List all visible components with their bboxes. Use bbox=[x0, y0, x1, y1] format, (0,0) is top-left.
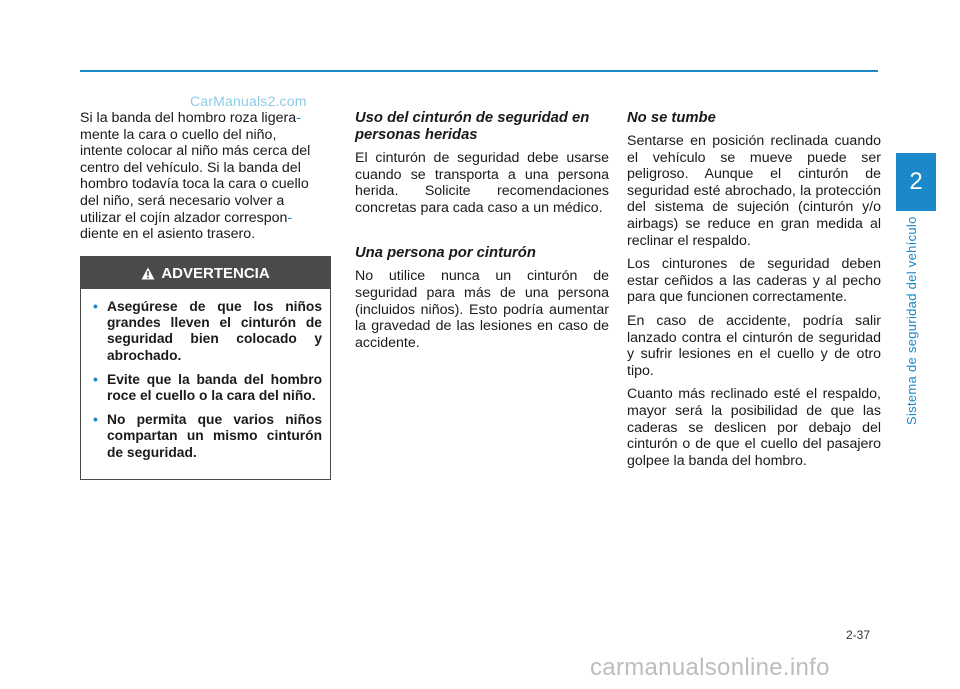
warning-header bbox=[81, 257, 330, 289]
child-shoulder-belt-paragraph bbox=[80, 110, 334, 243]
header-rule bbox=[80, 70, 878, 72]
paragraph-line: centro del vehículo. Si la banda del bbox=[80, 159, 301, 176]
recline-paragraph: Sentarse en posición reclinada cuando el vehículo se mueve puede ser peligroso. Aunque el cinturón de seguridad esté abrochado, la protección del sistema de sujeción (cinturón y/o airbags) se reduce en gran medida al reclinar el respaldo. bbox=[627, 133, 881, 249]
watermark-top: CarManuals2.com bbox=[190, 93, 307, 109]
section-heading-injured: Uso del cinturón de seguridad en personas heridas bbox=[355, 110, 590, 143]
section-heading-one-person: Una persona por cinturón bbox=[355, 245, 536, 262]
section-body-injured: El cinturón de seguridad debe usarse cuando se transporta a una persona herida. Solicite recomendaciones concretas para cada caso a un médico. bbox=[355, 150, 609, 216]
paragraph-line: hombro todavía toca la cara o cuello bbox=[80, 176, 309, 193]
warning-item bbox=[93, 371, 322, 404]
page-number: 2-37 bbox=[846, 628, 871, 642]
hyphen-mark: - bbox=[287, 209, 293, 226]
bullet-icon: • bbox=[93, 299, 98, 314]
warning-item bbox=[93, 412, 322, 461]
bullet-icon: • bbox=[93, 371, 98, 387]
paragraph-line: intente colocar al niño más cerca del bbox=[80, 143, 311, 160]
recline-paragraph: Cuanto más reclinado esté el respaldo, mayor será la posibilidad de que las caderas se deslicen por debajo del cinturón o de que el cuello del pasajero golpee la banda del hombro. bbox=[627, 386, 881, 469]
paragraph-line: Si la banda del hombro roza ligera bbox=[80, 110, 297, 126]
paragraph-line: utilizar el cojín alzador correspon bbox=[80, 209, 288, 226]
warning-list bbox=[81, 289, 330, 461]
section-heading-recline: No se tumbe bbox=[627, 110, 716, 126]
warning-title: ADVERTENCIA bbox=[161, 264, 270, 282]
bullet-icon: • bbox=[93, 412, 98, 428]
paragraph-line: diente en el asiento trasero. bbox=[80, 226, 256, 243]
column-1 bbox=[80, 110, 334, 243]
warning-item-text: No permita que varios niños compartan un mismo cinturón de seguridad. bbox=[107, 412, 322, 460]
chapter-tab[interactable]: 2 bbox=[896, 153, 936, 211]
paragraph-line: mente la cara o cuello del niño, bbox=[80, 126, 277, 143]
section-body-one-person: No utilice nunca un cinturón de seguridad para más de una persona (incluidos niños). Esto podría aumentar la gravedad de las lesiones en caso de accidente. bbox=[355, 268, 609, 351]
warning-item bbox=[93, 299, 322, 364]
hyphen-mark: - bbox=[296, 110, 301, 126]
recline-paragraph: En caso de accidente, podría salir lanzado contra el cinturón de seguridad y sufrir lesiones en el cuello y de otro tipo. bbox=[627, 312, 881, 379]
recline-paragraph: Los cinturones de seguridad deben estar ceñidos a las caderas y al pecho para que funcionen correctamente. bbox=[627, 256, 881, 306]
paragraph-line: del niño, será necesario volver a bbox=[80, 192, 285, 209]
chapter-title: Sistema de seguridad del vehículo bbox=[904, 216, 919, 425]
warning-item-text: Asegúrese de que los niños grandes lleven el cinturón de seguridad bien colocado y abrochado. bbox=[107, 299, 322, 363]
warning-item-text: Evite que la banda del hombro roce el cuello o la cara del niño. bbox=[107, 371, 322, 404]
column-2 bbox=[355, 110, 609, 358]
column-3 bbox=[627, 110, 881, 476]
watermark-bottom: carmanualsonline.info bbox=[590, 654, 830, 681]
warning-box bbox=[80, 256, 331, 480]
warning-triangle-icon bbox=[141, 267, 155, 280]
